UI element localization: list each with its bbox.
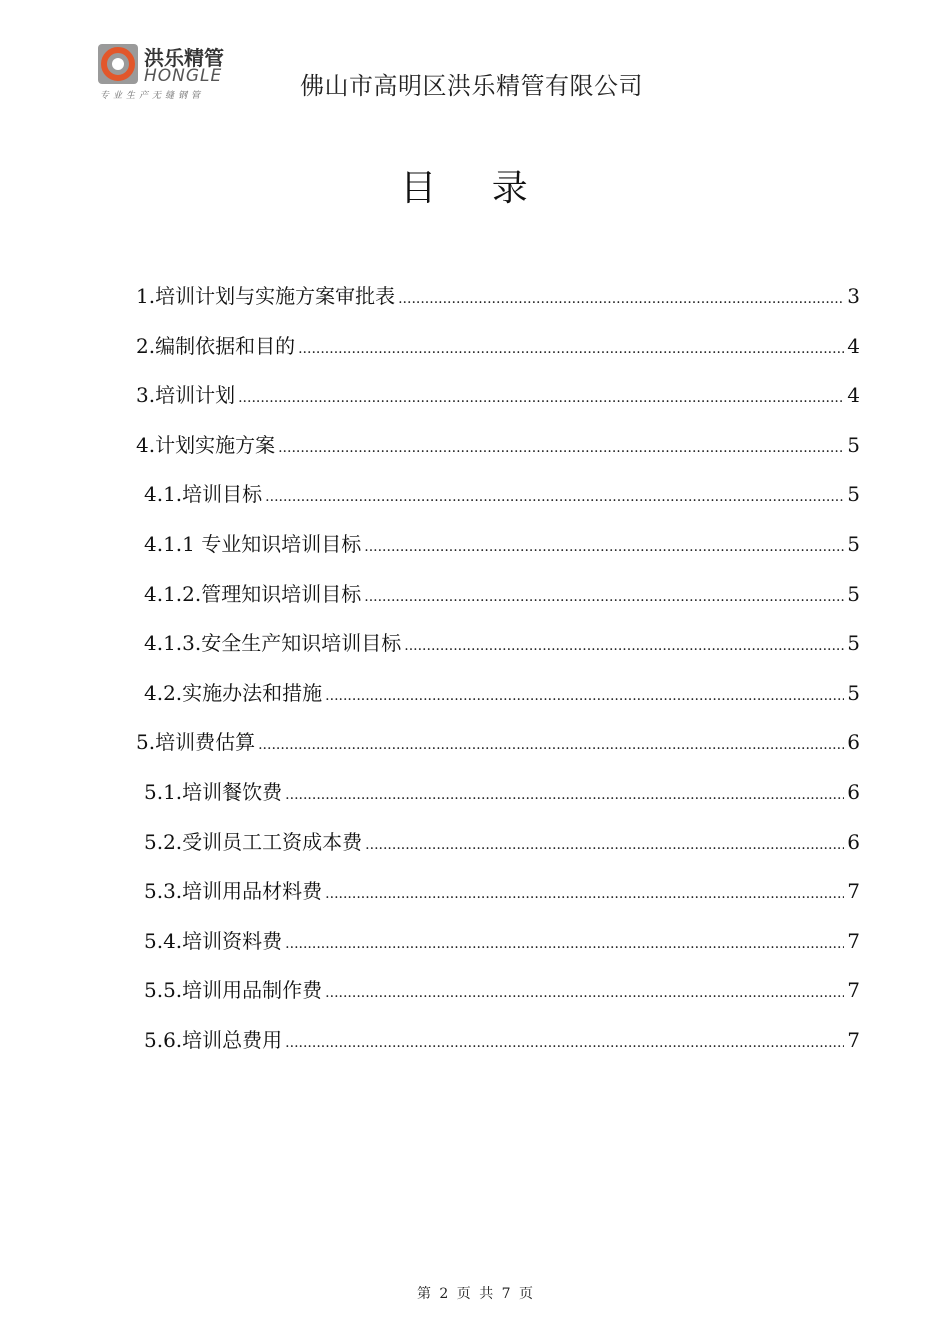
toc-entry-label: 4.1.3.安全生产知识培训目标	[144, 631, 402, 656]
toc-entry-page: 4	[847, 383, 860, 408]
company-name: 佛山市高明区洪乐精管有限公司	[300, 72, 643, 100]
logo-slogan: 专业生产无缝钢管	[100, 91, 205, 101]
toc-entry[interactable]	[136, 478, 860, 528]
toc-entry-page: 7	[847, 879, 860, 904]
toc-entry-page: 3	[847, 284, 860, 308]
toc-dot-leader	[285, 936, 844, 952]
toc-entry-label: 2.编制依据和目的	[136, 333, 296, 358]
toc-entry[interactable]	[136, 280, 860, 330]
toc-entry[interactable]	[136, 528, 860, 578]
toc-entry-label: 4.1.2.管理知识培训目标	[144, 581, 362, 606]
toc-entry-label: 4.2.实施办法和措施	[144, 680, 323, 705]
logo-name-cn: 洪乐精管	[144, 46, 224, 70]
toc-entry-page: 4	[847, 333, 860, 358]
toc-entry[interactable]	[136, 974, 860, 1024]
toc-dot-leader	[398, 291, 844, 307]
toc-dot-leader	[285, 787, 844, 803]
logo-ring-icon	[98, 44, 138, 84]
table-of-contents	[136, 280, 860, 1074]
toc-entry[interactable]	[136, 429, 860, 479]
toc-dot-leader	[404, 638, 844, 654]
toc-entry[interactable]	[136, 1024, 860, 1074]
toc-dot-leader	[258, 737, 844, 753]
toc-entry-page: 7	[847, 978, 860, 1003]
toc-entry-label: 5.6.培训总费用	[144, 1027, 283, 1052]
toc-entry-label: 4.1.1 专业知识培训目标	[144, 531, 362, 556]
toc-entry-label: 5.1.培训餐饮费	[144, 779, 283, 804]
toc-dot-leader	[325, 886, 844, 902]
toc-entry[interactable]	[136, 875, 860, 925]
toc-dot-leader	[364, 539, 844, 555]
toc-entry[interactable]	[136, 379, 860, 429]
toc-entry[interactable]	[136, 925, 860, 975]
toc-entry-label: 5.3.培训用品材料费	[144, 879, 323, 904]
toc-dot-leader	[238, 390, 844, 406]
toc-entry[interactable]	[136, 726, 860, 776]
toc-dot-leader	[325, 688, 844, 704]
toc-entry-page: 6	[847, 829, 860, 854]
toc-entry-page: 6	[847, 779, 860, 804]
toc-dot-leader	[265, 489, 844, 505]
toc-entry[interactable]	[136, 826, 860, 876]
toc-entry-label: 4.计划实施方案	[136, 432, 276, 457]
toc-dot-leader	[278, 440, 844, 456]
logo-name-en: HONGLE	[144, 66, 223, 86]
toc-entry[interactable]	[136, 776, 860, 826]
page-header	[0, 0, 950, 110]
toc-entry-label: 5.4.培训资料费	[144, 928, 283, 953]
toc-entry-label: 3.培训计划	[136, 383, 236, 408]
toc-entry-page: 7	[847, 1027, 860, 1052]
toc-entry-page: 5	[847, 531, 860, 556]
toc-dot-leader	[298, 341, 844, 357]
toc-entry[interactable]	[136, 677, 860, 727]
toc-entry-page: 5	[847, 432, 860, 457]
toc-entry-page: 5	[847, 680, 860, 705]
toc-entry-label: 5.培训费估算	[136, 730, 256, 755]
toc-entry[interactable]	[136, 627, 860, 677]
toc-entry-page: 5	[847, 581, 860, 606]
toc-title: 目 录	[400, 168, 550, 209]
toc-entry[interactable]	[136, 578, 860, 628]
toc-entry-page: 5	[847, 631, 860, 656]
page-footer: 第 2 页 共 7 页	[416, 1286, 534, 1302]
toc-entry-label: 5.2.受训员工工资成本费	[144, 829, 363, 854]
toc-entry-label: 1.培训计划与实施方案审批表	[136, 284, 396, 308]
toc-entry-page: 6	[847, 730, 860, 755]
toc-dot-leader	[364, 589, 844, 605]
toc-entry[interactable]	[136, 330, 860, 380]
toc-entry-label: 4.1.培训目标	[144, 482, 263, 507]
toc-dot-leader	[285, 1035, 844, 1051]
company-logo	[98, 42, 258, 102]
toc-dot-leader	[325, 985, 844, 1001]
toc-entry-label: 5.5.培训用品制作费	[144, 978, 323, 1003]
toc-entry-page: 5	[847, 482, 860, 507]
toc-entry-page: 7	[847, 928, 860, 953]
toc-dot-leader	[365, 837, 844, 853]
